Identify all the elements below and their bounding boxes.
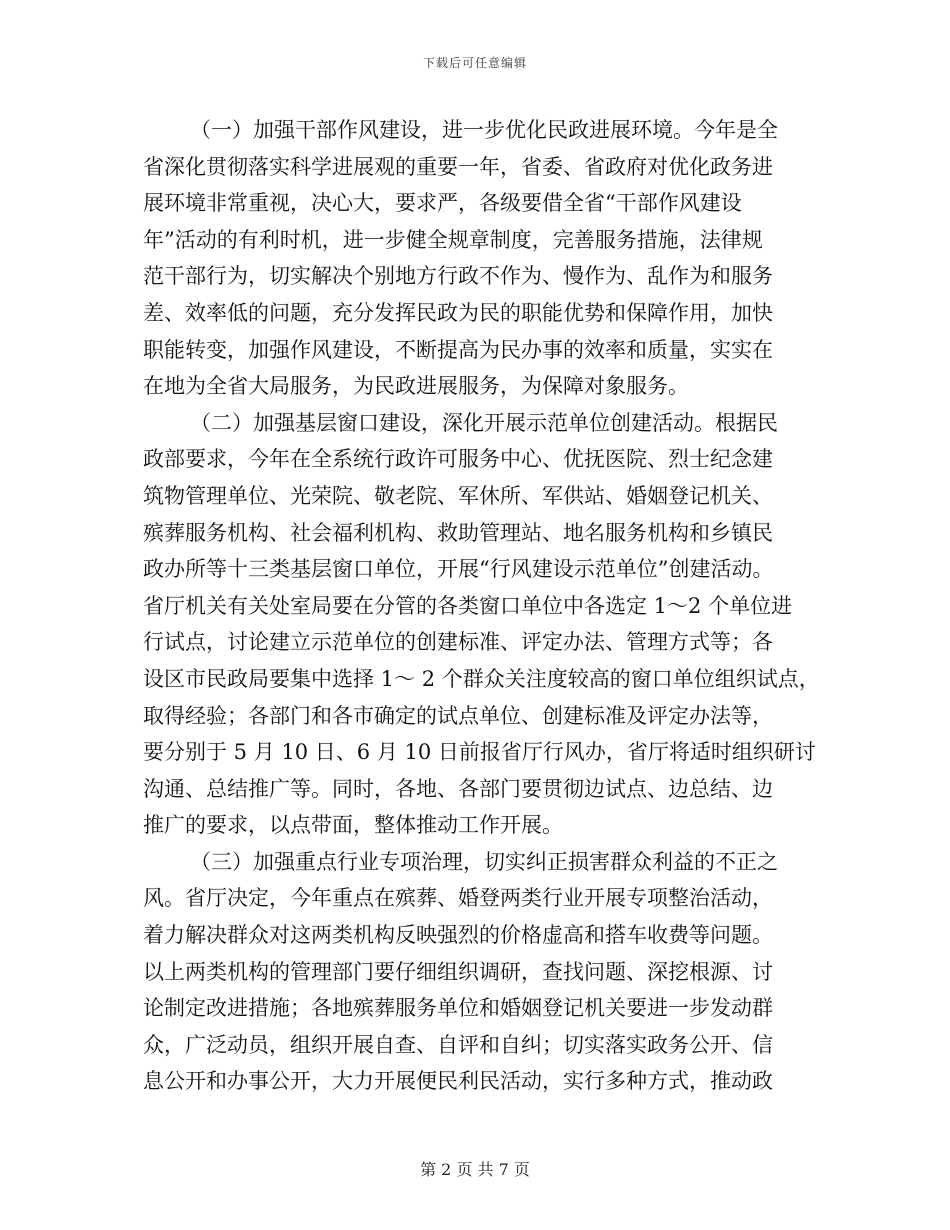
paragraph-2-line: 筑物管理单位、光荣院、敬老院、军休所、军供站、婚姻登记机关、 (143, 483, 773, 508)
paragraph-3-line: 风。省厅决定，今年重点在殡葬、婚登两类行业开展专项整治活动， (143, 886, 773, 911)
paragraph-3-line: 着力解决群众对这两类机构反映强烈的价格虚高和搭车收费等问题。 (143, 923, 773, 948)
paragraph-2-line: 要分别于 5 月 10 日、6 月 10 日前报省厅行风办，省厅将适时组织研讨 (143, 740, 816, 765)
page-number-footer: 第 2 页 共 7 页 (420, 1160, 530, 1179)
paragraph-2-line: 推广的要求，以点带面，整体推动工作开展。 (143, 813, 563, 838)
paragraph-1-line: 展环境非常重视，决心大，要求严，各级要借全省“干部作风建设 (143, 191, 742, 216)
paragraph-1-line: 范干部行为，切实解决个别地方行政不作为、慢作为、乱作为和服务 (143, 264, 773, 289)
paragraph-1-line: 省深化贯彻落实科学进展观的重要一年，省委、省政府对优化政务进 (143, 154, 773, 179)
paragraph-2-line: 政办所等十三类基层窗口单位，开展“行风建设示范单位”创建活动。 (143, 557, 774, 582)
paragraph-2-line: 行试点，讨论建立示范单位的创建标准、评定办法、管理方式等；各 (143, 630, 773, 655)
paragraph-2-line: 政部要求，今年在全系统行政许可服务中心、优抚医院、烈士纪念建 (143, 447, 773, 472)
paragraph-1-line: 职能转变，加强作风建设，不断提高为民办事的效率和质量，实实在 (143, 337, 773, 362)
paragraph-3-line: 论制定改进措施；各地殡葬服务单位和婚姻登记机关要进一步发动群 (143, 996, 773, 1021)
paragraph-1-line: （一）加强干部作风建设，进一步优化民政进展环境。今年是全 (190, 118, 778, 142)
paragraph-2-line: 取得经验；各部门和各市确定的试点单位、创建标准及评定办法等， (143, 703, 773, 728)
paragraph-2-line: 省厅机关有关处室局要在分管的各类窗口单位中各选定 1～2 个单位进 (143, 593, 793, 618)
page-header: 下载后可任意编辑 (422, 56, 527, 70)
paragraph-2-line: 沟通、总结推广等。同时，各地、各部门要贯彻边试点、边总结、边 (143, 776, 773, 801)
paragraph-3-line: 以上两类机构的管理部门要仔细组织调研，查找问题、深挖根源、讨 (143, 959, 773, 984)
paragraph-3-line: 众，广泛动员，组织开展自查、自评和自纠；切实落实政务公开、信 (143, 1032, 773, 1057)
document-body (143, 112, 823, 1100)
paragraph-3-line: 息公开和办事公开，大力开展便民利民活动，实行多种方式，推动政 (143, 1069, 773, 1094)
paragraph-2-line: 殡葬服务机构、社会福利机构、救助管理站、地名服务机构和乡镇民 (143, 520, 773, 545)
paragraph-2-line: （二）加强基层窗口建设，深化开展示范单位创建活动。根据民 (190, 410, 778, 435)
paragraph-3-line: （三）加强重点行业专项治理，切实纠正损害群众利益的不正之 (190, 849, 778, 874)
paragraph-2-line: 设区市民政局要集中选择 1～ 2 个群众关注度较高的窗口单位组织试点， (143, 666, 820, 691)
paragraph-1-line: 年”活动的有利时机，进一步健全规章制度，完善服务措施，法律规 (143, 227, 763, 252)
paragraph-1-line: 在地为全省大局服务，为民政进展服务，为保障对象服务。 (143, 374, 689, 399)
paragraph-1-line: 差、效率低的问题，充分发挥民政为民的职能优势和保障作用，加快 (143, 300, 773, 325)
